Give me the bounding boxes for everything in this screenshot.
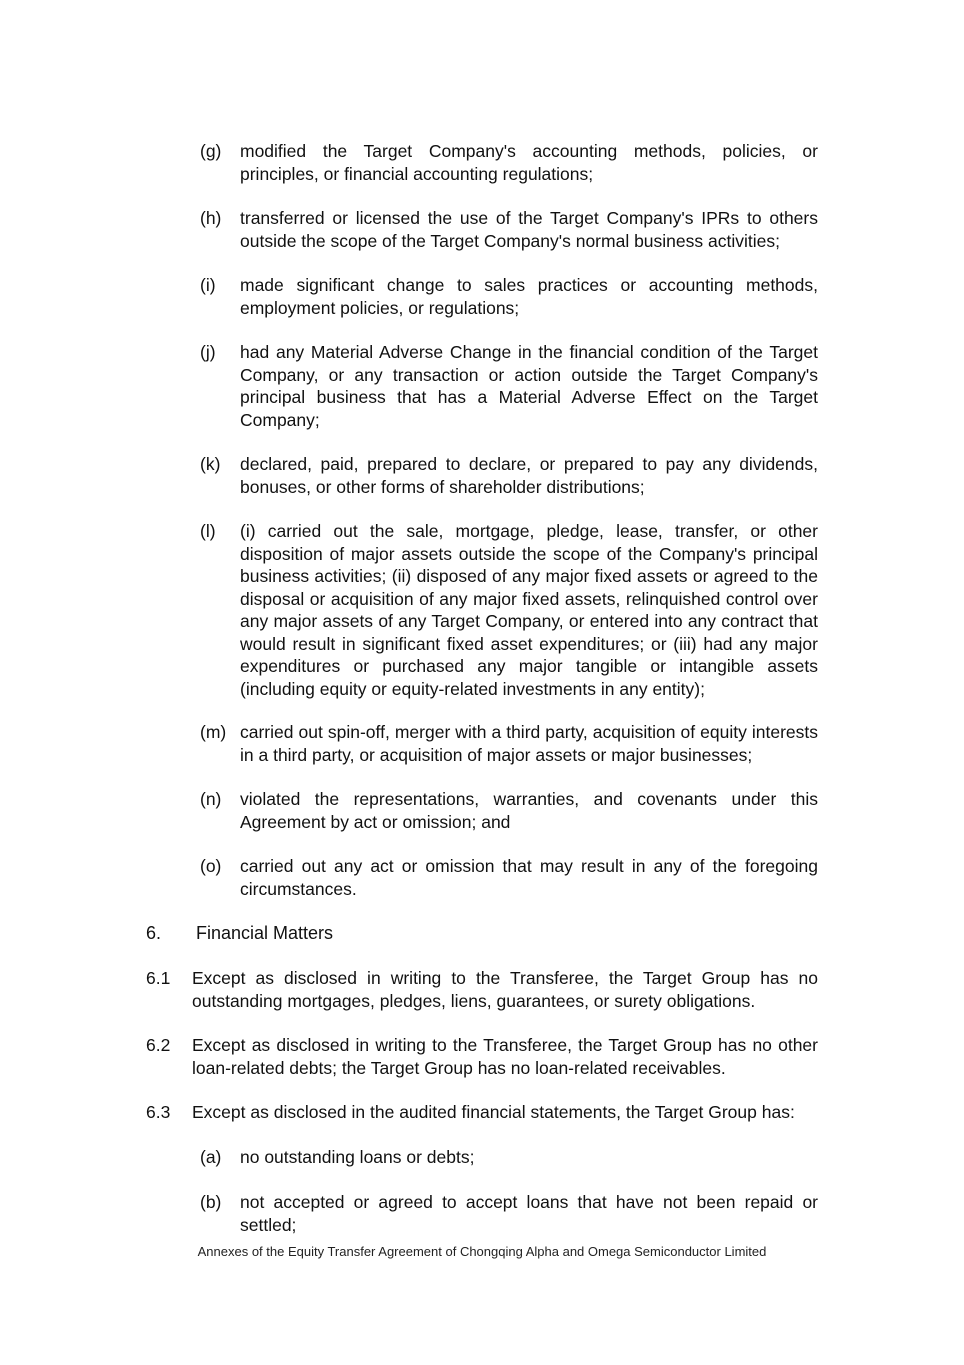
page-footer: Annexes of the Equity Transfer Agreement of Chongqing Alpha and Omega Semiconductor Limited	[197, 1244, 767, 1259]
clause-text: Except as disclosed in writing to the Transferee, the Target Group has no outstanding mortgages, pledges, liens, guarantees, or surety obligations.	[192, 968, 818, 1011]
list-marker: (g)	[200, 141, 222, 161]
list-item-l	[200, 520, 818, 700]
list-text: had any Material Adverse Change in the financial condition of the Target Company, or any transaction or action outside the Target Company's principal business that has a Material Adverse Effect on the Target Company;	[240, 342, 818, 430]
section-number: 6.	[146, 923, 162, 943]
list-marker: (k)	[200, 454, 221, 474]
list-item-a	[200, 1146, 818, 1169]
clause-6-1	[146, 967, 818, 1012]
list-marker: (j)	[200, 342, 216, 362]
list-marker: (a)	[200, 1147, 222, 1167]
clause-6-3	[146, 1101, 818, 1124]
clause-number: 6.3	[146, 1102, 171, 1122]
list-marker: (b)	[200, 1192, 222, 1212]
clause-6-2	[146, 1034, 818, 1079]
clause-text: Except as disclosed in the audited financial statements, the Target Group has:	[192, 1102, 795, 1122]
list-item-j	[200, 341, 818, 431]
section-title: Financial Matters	[196, 923, 334, 943]
clause-number: 6.2	[146, 1035, 171, 1055]
list-item-g	[200, 140, 818, 185]
list-marker: (m)	[200, 722, 227, 742]
list-item-o	[200, 855, 818, 900]
list-marker: (h)	[200, 208, 222, 228]
list-text: carried out spin-off, merger with a third party, acquisition of equity interests in a third party, or acquisition of major assets or major businesses;	[240, 722, 818, 765]
list-text: carried out any act or omission that may result in any of the foregoing circumstances.	[240, 856, 818, 899]
list-marker: (n)	[200, 789, 222, 809]
list-item-h	[200, 207, 818, 252]
list-item-m	[200, 721, 818, 766]
list-item-b	[200, 1191, 818, 1236]
list-marker: (o)	[200, 856, 222, 876]
list-item-n	[200, 788, 818, 833]
list-item-k	[200, 453, 818, 498]
list-text: no outstanding loans or debts;	[240, 1147, 475, 1167]
list-text: transferred or licensed the use of the Target Company's IPRs to others outside the scope of the Target Company's normal business activities;	[240, 208, 818, 251]
list-text: (i) carried out the sale, mortgage, pledge, lease, transfer, or other disposition of major assets outside the scope of the Company's principal business activities; (ii) disposed of any major fixed assets or agreed to the disposal or acquisition of any major fixed assets, relinquished control over any major assets of any Target Company, or entered into any contract that would result in significant fixed asset expenditures; or (iii) had any major expenditures or purchased any major tangible or intangible assets (including equity or equity-related investments in any entity);	[240, 521, 818, 699]
list-text: not accepted or agreed to accept loans that have not been repaid or settled;	[240, 1192, 818, 1235]
list-text: made significant change to sales practices or accounting methods, employment policies, or regulations;	[240, 275, 818, 318]
clause-number: 6.1	[146, 968, 171, 988]
list-text: modified the Target Company's accounting methods, policies, or principles, or financial accounting regulations;	[240, 141, 818, 184]
list-marker: (l)	[200, 521, 216, 541]
list-text: violated the representations, warranties, and covenants under this Agreement by act or omission; and	[240, 789, 818, 832]
list-item-i	[200, 274, 818, 319]
clause-text: Except as disclosed in writing to the Transferee, the Target Group has no other loan-related debts; the Target Group has no loan-related receivables.	[192, 1035, 818, 1078]
list-text: declared, paid, prepared to declare, or prepared to pay any dividends, bonuses, or other forms of shareholder distributions;	[240, 454, 818, 497]
list-marker: (i)	[200, 275, 216, 295]
